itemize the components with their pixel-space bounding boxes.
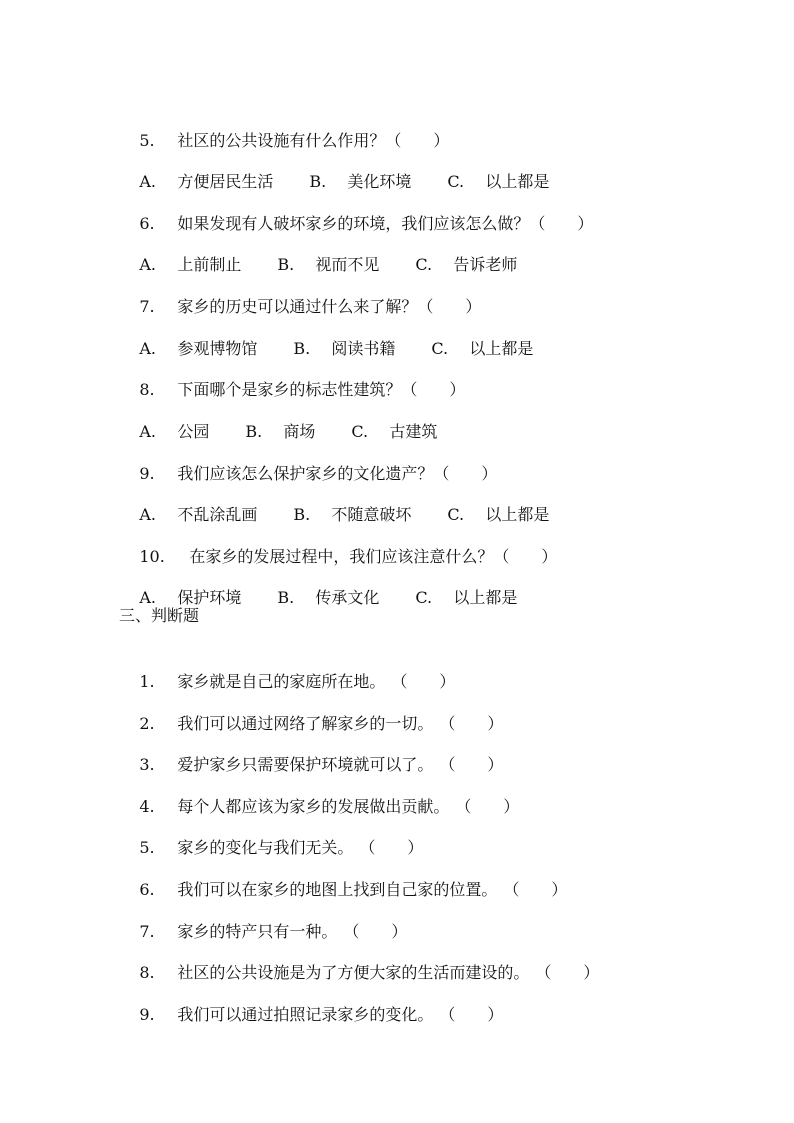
item-text: 我们可以在家乡的地图上找到自己家的位置。 — [177, 880, 498, 899]
question-number: 9. — [139, 464, 155, 483]
item-number: 1. — [139, 672, 155, 691]
option-c: C. 古建筑 — [351, 422, 438, 441]
question-8 — [119, 354, 466, 399]
option-a: A. 不乱涂乱画 — [139, 505, 258, 524]
answer-paren: （ ） — [463, 797, 520, 816]
item-text: 家乡的特产只有一种。 — [177, 922, 338, 941]
option-a: A. 公园 — [139, 422, 210, 441]
option-c: C. 以上都是 — [447, 172, 550, 191]
item-text: 家乡的变化与我们无关。 — [177, 838, 354, 857]
item-text: 我们可以通过拍照记录家乡的变化。 — [177, 1005, 434, 1024]
option-b: B. 阅读书籍 — [293, 339, 396, 358]
section-heading: 三、判断题 — [119, 606, 200, 625]
question-text: 我们应该怎么保护家乡的文化遗产？（ ） — [177, 464, 498, 483]
judge-item-4 — [119, 771, 520, 816]
answer-paren: （ ） — [447, 755, 504, 774]
option-b: B. 视而不见 — [277, 255, 380, 274]
judge-item-6 — [119, 854, 568, 899]
question-text: 下面哪个是家乡的标志性建筑？（ ） — [177, 380, 466, 399]
question-6-options — [119, 229, 553, 274]
question-text: 如果发现有人破坏家乡的环境，我们应该怎么做？（ ） — [177, 214, 594, 233]
question-text: 家乡的历史可以通过什么来了解？（ ） — [177, 297, 482, 316]
answer-paren: （ ） — [511, 880, 568, 899]
question-number: 8. — [139, 380, 155, 399]
question-number: 7. — [139, 297, 155, 316]
item-number: 2. — [139, 714, 155, 733]
question-10-options — [119, 562, 553, 607]
judge-item-7 — [119, 896, 408, 941]
option-b: B. 不随意破坏 — [293, 505, 412, 524]
option-c: C. 以上都是 — [431, 339, 534, 358]
answer-paren: （ ） — [367, 838, 424, 857]
question-number: 10. — [139, 547, 165, 566]
option-a: A. 保护环境 — [139, 588, 242, 607]
item-text: 社区的公共设施是为了方便大家的生活而建设的。 — [177, 963, 530, 982]
option-b: B. 美化环境 — [309, 172, 412, 191]
answer-paren: （ ） — [447, 714, 504, 733]
question-9 — [119, 438, 498, 483]
item-number: 9. — [139, 1005, 155, 1024]
item-text: 家乡就是自己的家庭所在地。 — [177, 672, 386, 691]
answer-paren: （ ） — [447, 1005, 504, 1024]
question-7-options — [119, 313, 569, 358]
option-c: C. 告诉老师 — [415, 255, 518, 274]
question-text: 社区的公共设施有什么作用？（ ） — [177, 131, 450, 150]
option-a: A. 参观博物馆 — [139, 339, 258, 358]
answer-paren: （ ） — [351, 922, 408, 941]
option-c: C. 以上都是 — [447, 505, 550, 524]
item-text: 我们可以通过网络了解家乡的一切。 — [177, 714, 434, 733]
question-8-options — [119, 396, 473, 441]
option-b: B. 传承文化 — [277, 588, 380, 607]
question-7 — [119, 271, 482, 316]
option-c: C. 以上都是 — [415, 588, 518, 607]
item-text: 每个人都应该为家乡的发展做出贡献。 — [177, 797, 450, 816]
question-text: 在家乡的发展过程中，我们应该注意什么？（ ） — [189, 547, 558, 566]
answer-paren: （ ） — [543, 963, 600, 982]
item-text: 爱护家乡只需要保护环境就可以了。 — [177, 755, 434, 774]
judge-item-5 — [119, 812, 424, 857]
question-9-options — [119, 479, 585, 524]
item-number: 5. — [139, 838, 155, 857]
question-6 — [119, 188, 594, 233]
judge-item-1 — [119, 646, 456, 691]
item-number: 8. — [139, 963, 155, 982]
question-number: 6. — [139, 214, 155, 233]
item-number: 3. — [139, 755, 155, 774]
judge-item-8 — [119, 937, 600, 982]
option-a: A. 上前制止 — [139, 255, 242, 274]
question-number: 5. — [139, 131, 155, 150]
option-b: B. 商场 — [245, 422, 316, 441]
question-5-options — [119, 146, 585, 191]
judge-item-9 — [119, 979, 504, 1024]
question-5 — [119, 105, 450, 150]
judge-item-3 — [119, 729, 504, 774]
option-a: A. 方便居民生活 — [139, 172, 274, 191]
question-10 — [119, 521, 558, 566]
judge-item-2 — [119, 688, 504, 733]
answer-paren: （ ） — [399, 672, 456, 691]
item-number: 4. — [139, 797, 155, 816]
item-number: 7. — [139, 922, 155, 941]
item-number: 6. — [139, 880, 155, 899]
